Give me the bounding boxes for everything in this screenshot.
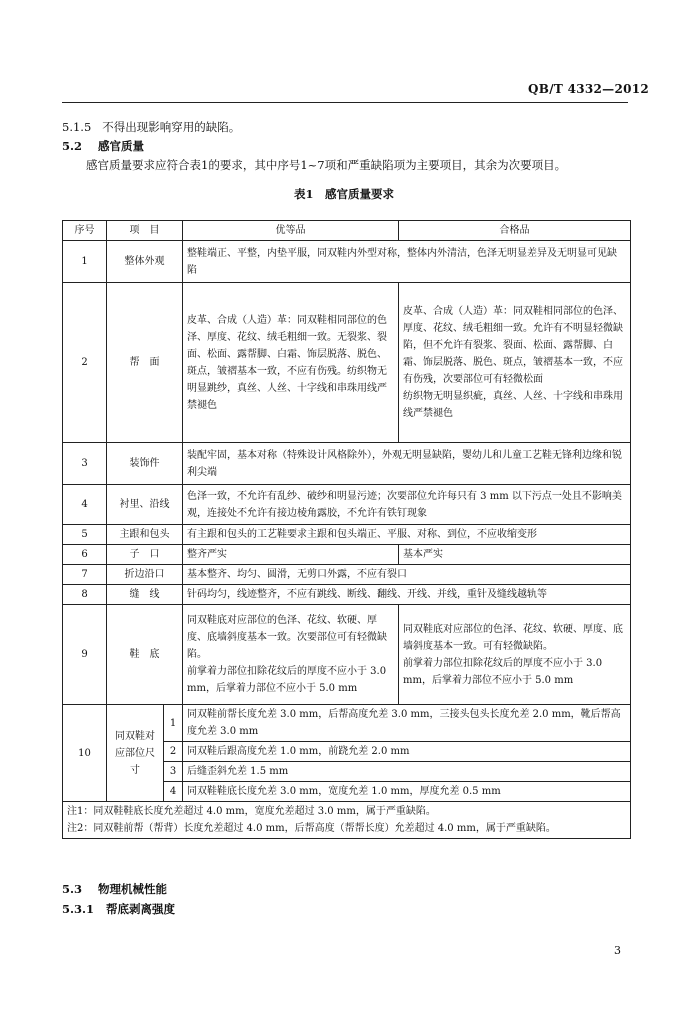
row-item: 折边沿口 <box>107 565 183 585</box>
row-item: 鞋 底 <box>107 605 183 705</box>
table-row <box>63 443 631 485</box>
clause-5-1-5 <box>62 119 240 135</box>
standard-number: QB/T 4332—2012 <box>528 82 650 96</box>
table-notes <box>63 802 631 839</box>
header-no: 序号 <box>63 221 107 241</box>
superior-appearance: 同双鞋底对应部位的色泽、花纹、软硬、厚度、底墙斜度基本一致。次要部位可有轻微缺陷。 <box>187 615 387 660</box>
table-row <box>63 485 631 525</box>
header-superior: 优等品 <box>183 221 399 241</box>
row-superior: 皮革、合成（人造）革：同双鞋相同部位的色泽、厚度、花纹、绒毛粗细一致。无裂浆、裂面、松面、露帮脚、白霜、饰层脱落、脱色、斑点，皱褶基本一致，不应有伤残。纺织物无明显跳纱，真丝、人丝、十字线和串珠用线严禁褪色 <box>183 283 399 443</box>
qualified-textile: 纺织物无明显织疵，真丝、人丝、十字线和串珠用线严禁褪色 <box>403 391 623 419</box>
superior-thickness: 前掌着力部位扣除花纹后的厚度不应小于 3.0 mm，后掌着力部位不应小于 5.0 mm <box>187 666 387 694</box>
clause-5-2 <box>62 138 144 154</box>
row-no: 8 <box>63 585 107 605</box>
clause-5-3 <box>62 881 167 897</box>
sub-no: 2 <box>164 742 183 762</box>
table-row <box>63 283 631 443</box>
row-item: 装饰件 <box>107 443 183 485</box>
table-title: 表1 感官质量要求 <box>293 187 394 201</box>
clause-5-2-body: 感官质量要求应符合表1的要求，其中序号1~7项和严重缺陷项为主要项目，其余为次要项目。 <box>86 158 567 172</box>
row-requirement: 装配牢固，基本对称（特殊设计风格除外），外观无明显缺陷，婴幼儿和儿童工艺鞋无锋利边缘和锐利尖端 <box>183 443 631 485</box>
table-row <box>63 605 631 705</box>
clause-number: 5.2 <box>62 139 83 153</box>
note-2: 注2：同双鞋前帮（帮背）长度允差超过 4.0 mm，后帮高度（帮帮长度）允差超过 4.0 mm，属于严重缺陷。 <box>67 823 556 834</box>
row-no: 2 <box>63 283 107 443</box>
clause-title: 帮底剥离强度 <box>106 902 176 916</box>
sub-no: 1 <box>164 705 183 742</box>
table-row <box>63 545 631 565</box>
row-item: 子 口 <box>107 545 183 565</box>
row-item: 主跟和包头 <box>107 525 183 545</box>
table-header-row <box>63 221 631 241</box>
note-1: 注1：同双鞋鞋底长度允差超过 4.0 mm，宽度允差超过 3.0 mm，属于严重缺陷。 <box>67 806 436 817</box>
sub-requirement: 同双鞋鞋底长度允差 3.0 mm，宽度允差 1.0 mm，厚度允差 0.5 mm <box>183 782 631 802</box>
row-no: 4 <box>63 485 107 525</box>
sub-requirement: 后缝歪斜允差 1.5 mm <box>183 762 631 782</box>
clause-title: 感官质量 <box>98 139 145 153</box>
row-no: 5 <box>63 525 107 545</box>
header-qualified: 合格品 <box>399 221 631 241</box>
row-item: 同双鞋对应部位尺寸 <box>107 705 164 802</box>
table-row <box>63 705 631 742</box>
table-notes-row <box>63 802 631 839</box>
qualified-thickness: 前掌着力部位扣除花纹后的厚度不应小于 3.0 mm，后掌着力部位不应小于 5.0 mm <box>403 657 603 686</box>
table-row <box>63 525 631 545</box>
row-qualified: 基本严实 <box>399 545 631 565</box>
row-requirement: 色泽一致，不允许有乱纱、破纱和明显污迹；次要部位允许每只有 3 mm 以下污点一处且不影响美观，连接处不允许有接边棱角露胶，不允许有铁钉现象 <box>183 485 631 525</box>
row-no: 9 <box>63 605 107 705</box>
row-no: 3 <box>63 443 107 485</box>
table-row <box>63 241 631 283</box>
clause-number: 5.1.5 <box>62 120 92 134</box>
row-no: 7 <box>63 565 107 585</box>
row-requirement: 针码均匀，线迹整齐，不应有跳线、断线、翻线、开线、并线，重针及缝线越轨等 <box>183 585 631 605</box>
row-superior: 整齐严实 <box>183 545 399 565</box>
row-requirement: 整鞋端正、平整，内垫平服，同双鞋内外型对称，整体内外清洁，色泽无明显差异及无明显可见缺陷 <box>183 241 631 283</box>
row-requirement: 有主跟和包头的工艺鞋要求主跟和包头端正、平服、对称、到位，不应收缩变形 <box>183 525 631 545</box>
row-no: 6 <box>63 545 107 565</box>
sub-no: 4 <box>164 782 183 802</box>
sub-requirement: 同双鞋后跟高度允差 1.0 mm，前跷允差 2.0 mm <box>183 742 631 762</box>
row-item: 整体外观 <box>107 241 183 283</box>
header-item: 项 目 <box>107 221 183 241</box>
sub-requirement: 同双鞋前帮长度允差 3.0 mm，后帮高度允差 3.0 mm，三接头包头长度允差 2.0 mm，靴后帮高度允差 3.0 mm <box>183 705 631 742</box>
sub-no: 3 <box>164 762 183 782</box>
clause-title: 物理机械性能 <box>98 882 168 896</box>
row-requirement: 基本整齐、均匀、圆滑，无剪口外露，不应有裂口 <box>183 565 631 585</box>
row-superior <box>183 605 399 705</box>
table-row <box>63 585 631 605</box>
row-item: 衬里、沿线 <box>107 485 183 525</box>
header-rule <box>62 102 628 103</box>
qualified-appearance: 同双鞋底对应部位的色泽、花纹、软硬、厚度、底墙斜度基本一致。可有轻微缺陷。 <box>403 623 623 652</box>
page-number: 3 <box>614 944 621 957</box>
qualified-leather: 皮革、合成（人造）革：同双鞋相同部位的色泽、厚度、花纹、绒毛粗细一致。允许有不明显轻微缺陷，但不允许有裂浆、裂面、松面、露帮脚、白霜、饰层脱落、脱色、斑点，皱褶基本一致，不应有伤残，次要部位可有轻微松面 <box>403 306 623 385</box>
clause-number: 5.3 <box>62 882 83 896</box>
row-item: 缝 线 <box>107 585 183 605</box>
quality-requirements-table <box>62 220 631 839</box>
row-qualified <box>399 605 631 705</box>
row-qualified <box>399 283 631 443</box>
table-row <box>63 565 631 585</box>
clause-text: 不得出现影响穿用的缺陷。 <box>102 120 241 134</box>
row-item: 帮 面 <box>107 283 183 443</box>
row-no: 10 <box>63 705 107 802</box>
clause-number: 5.3.1 <box>62 902 95 916</box>
clause-5-3-1 <box>62 901 175 917</box>
row-no: 1 <box>63 241 107 283</box>
